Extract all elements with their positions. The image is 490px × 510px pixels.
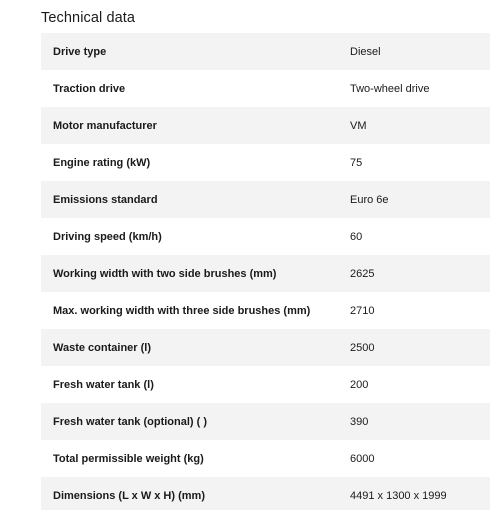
spec-value: 6000 [350, 452, 375, 465]
spec-value: 60 [350, 230, 363, 243]
spec-label: Drive type [53, 45, 107, 58]
spec-value: 75 [350, 156, 363, 169]
spec-row-drive-type [41, 33, 490, 70]
spec-value: 390 [350, 415, 369, 428]
spec-label: Engine rating (kW) [53, 156, 151, 169]
spec-value: Diesel [350, 45, 381, 58]
spec-value: Euro 6e [350, 193, 389, 206]
spec-label: Emissions standard [53, 193, 158, 206]
spec-row-fresh-water-tank [41, 366, 490, 403]
spec-value: VM [350, 119, 367, 132]
spec-row-engine-rating [41, 144, 490, 181]
spec-label: Dimensions (L x W x H) (mm) [53, 489, 205, 502]
spec-value: 2500 [350, 341, 375, 354]
spec-row-dimensions [41, 477, 490, 510]
spec-value: 2625 [350, 267, 375, 280]
spec-value: 4491 x 1300 x 1999 [350, 489, 447, 502]
spec-label: Total permissible weight (kg) [53, 452, 204, 465]
spec-row-traction-drive [41, 70, 490, 107]
spec-label: Waste container (l) [53, 341, 151, 354]
spec-value: 200 [350, 378, 369, 391]
spec-row-working-width-two-brushes [41, 255, 490, 292]
spec-value: Two-wheel drive [350, 82, 430, 95]
section-title: Technical data [41, 10, 136, 26]
spec-label: Max. working width with three side brushes (mm) [53, 304, 311, 317]
spec-row-total-permissible-weight [41, 440, 490, 477]
spec-value: 2710 [350, 304, 375, 317]
spec-row-emissions-standard [41, 181, 490, 218]
spec-label: Working width with two side brushes (mm) [53, 267, 277, 280]
spec-label: Fresh water tank (l) [53, 378, 154, 391]
spec-row-driving-speed [41, 218, 490, 255]
spec-row-fresh-water-tank-optional [41, 403, 490, 440]
spec-label: Fresh water tank (optional) ( ) [53, 415, 208, 428]
spec-table [41, 33, 490, 510]
spec-label: Driving speed (km/h) [53, 230, 162, 243]
spec-row-max-working-width-three-brushes [41, 292, 490, 329]
spec-label: Traction drive [53, 82, 126, 95]
spec-label: Motor manufacturer [53, 119, 157, 132]
spec-row-motor-manufacturer [41, 107, 490, 144]
spec-row-waste-container [41, 329, 490, 366]
